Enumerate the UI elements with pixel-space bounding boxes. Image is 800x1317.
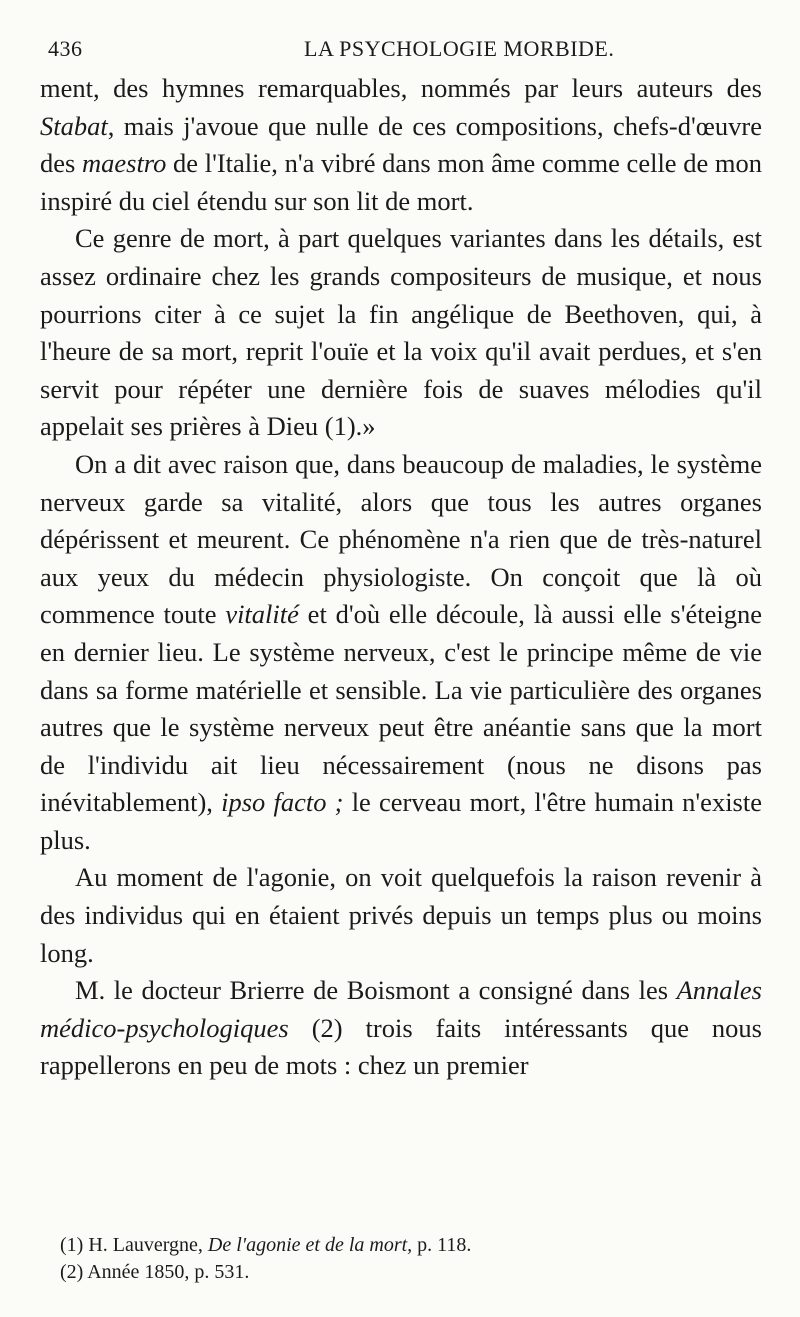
italic-term: maestro — [81, 148, 167, 179]
footnote-marker: (2) — [60, 1261, 84, 1283]
text-segment: et d'où elle découle, là aussi elle s'éteigne en dernier lieu. Le système nerveux, c'est le principe même de vie dans sa forme matérielle et sensible. La vie particulière des organes autres que le système nerveux peut être anéantie sans que la mort de l'individu ait lieu nécessairement (nous ne disons pas inévitablement), — [40, 599, 762, 818]
text-segment: de l'Italie, n'a vibré dans mon âme comme celle de mon inspiré du ciel étendu sur son lit de mort. — [40, 148, 762, 216]
italic-title: Annales médico-psychologiques — [40, 975, 762, 1043]
italic-term: Stabat — [40, 110, 108, 141]
italic-term: ipso facto ; — [221, 787, 344, 818]
footnote-author: H. Lauvergne, — [88, 1234, 203, 1256]
running-title: LA PSYCHOLOGIE MORBIDE. — [304, 36, 615, 61]
paragraph-5 — [40, 972, 762, 1085]
text-segment: le cerveau mort, l'être humain n'existe plus. — [40, 787, 762, 855]
text-segment: M. le docteur Brierre de Boismont a consigné dans les — [75, 975, 677, 1006]
text-segment: ment, des hymnes remarquables, nommés par leurs auteurs des — [40, 73, 762, 103]
footnotes — [40, 1232, 762, 1286]
text-segment: (2) trois faits intéressants que nous rappellerons en peu de mots : chez un premier — [40, 1012, 762, 1081]
footnote-1 — [60, 1232, 762, 1259]
paragraph-4: Au moment de l'agonie, on voit quelquefois la raison revenir à des individus qui en étaient privés depuis un temps plus ou moins long. — [40, 862, 762, 968]
body-text — [40, 70, 762, 1085]
page-number: 436 — [48, 36, 83, 61]
footnote-page: p. 118. — [417, 1234, 472, 1256]
italic-term: vitalité — [225, 599, 299, 630]
footnote-2 — [60, 1259, 762, 1286]
paragraph-3 — [40, 446, 762, 860]
page-header — [40, 36, 800, 68]
paragraph-1 — [40, 70, 762, 220]
paragraph-2: Ce genre de mort, à part quelques variantes dans les détails, est assez ordinaire chez les grands compositeurs de musique, et nous pourrions citer à ce sujet la fin angélique de Beethoven, qui, à l'heure de sa mort, reprit l'ouïe et la voix qu'il avait perdues, et s'en servit pour répéter une dernière fois de suaves mélodies qu'il appelait ses prières à Dieu (1).» — [40, 223, 762, 442]
text-segment: , mais j'avoue que nulle de ces compositions, chefs-d'œuvre des — [40, 110, 762, 179]
footnote-title: De l'agonie et de la mort, — [207, 1234, 413, 1256]
footnote-marker: (1) — [60, 1234, 84, 1256]
footnote-text: Année 1850, p. 531. — [87, 1261, 250, 1283]
text-segment: On a dit avec raison que, dans beaucoup de maladies, le système nerveux garde sa vitalité, alors que tous les autres organes dépérissent et meurent. Ce phénomène n'a rien que de très-naturel aux yeux du médecin physiologiste. On conçoit que là où commence toute — [40, 448, 762, 630]
